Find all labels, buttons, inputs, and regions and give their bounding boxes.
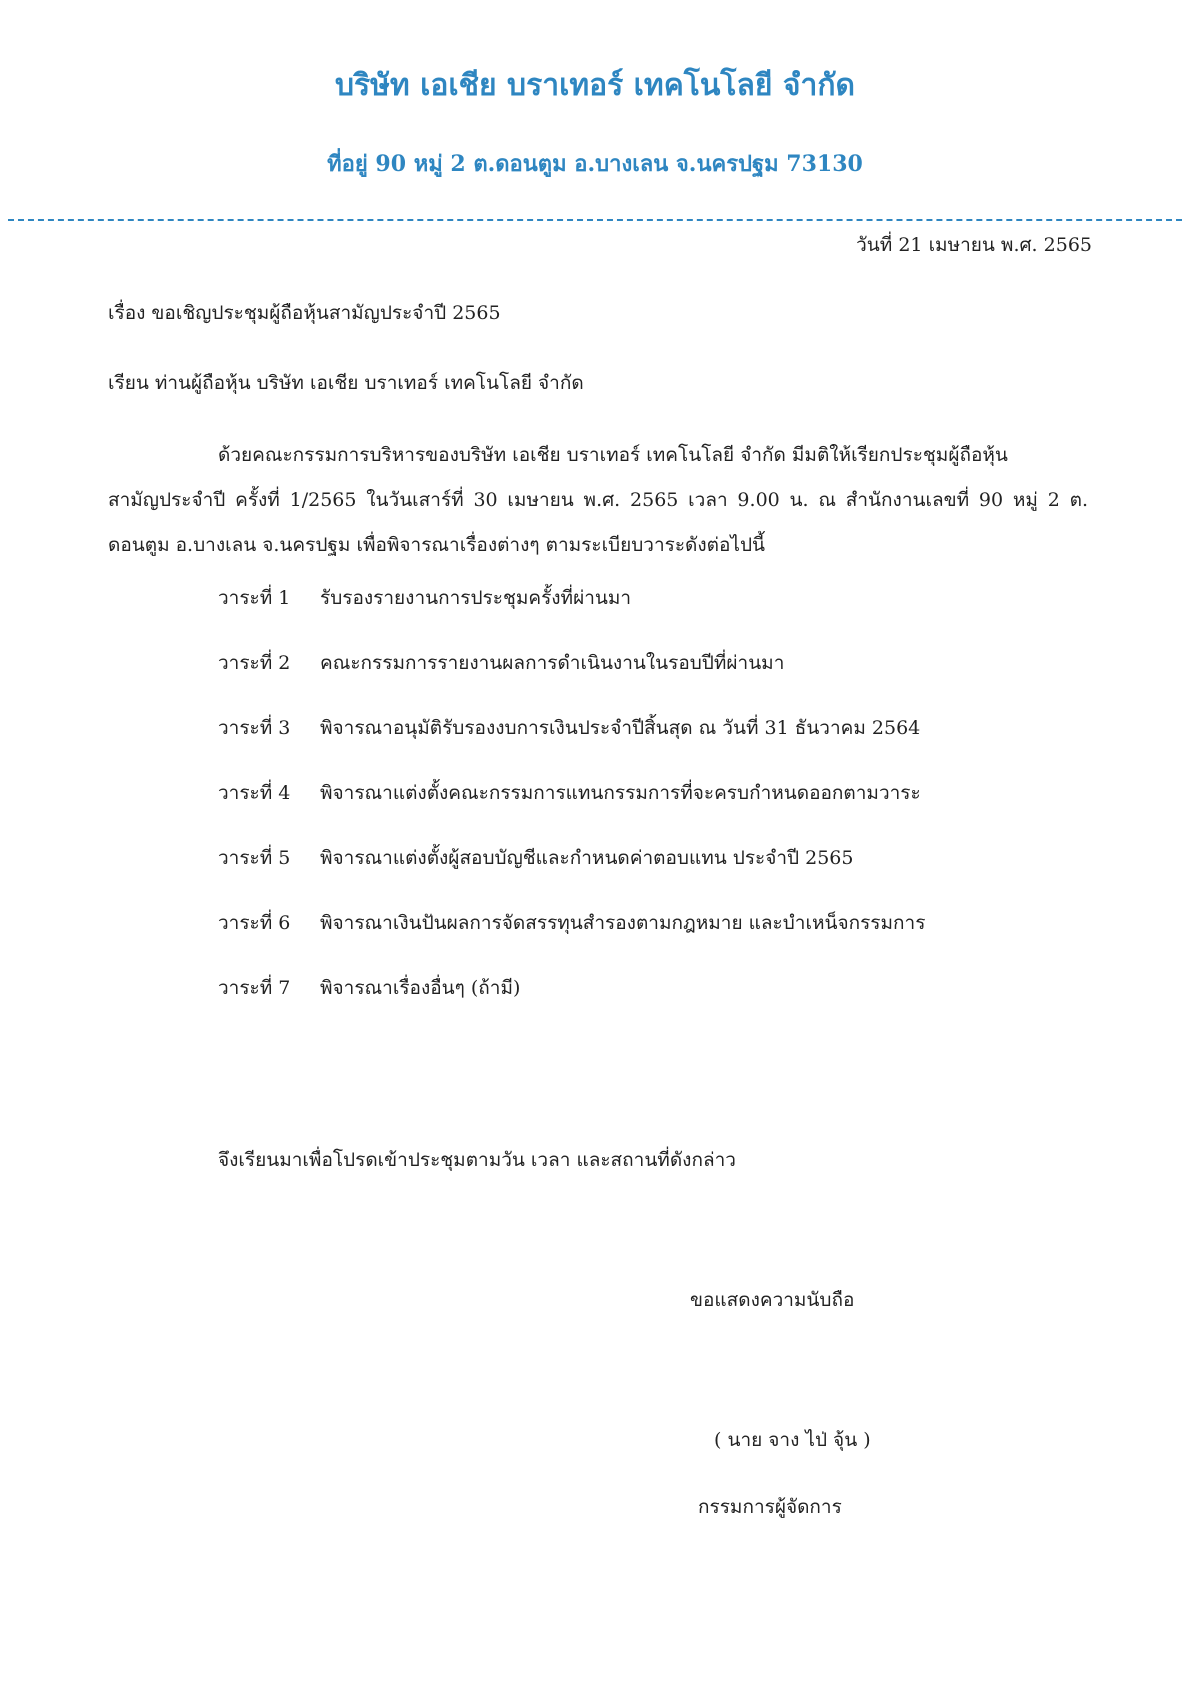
letter-subject: เรื่อง ขอเชิญประชุมผู้ถือหุ้นสามัญประจำปี 2565 xyxy=(108,302,501,324)
agenda-number: วาระที่ 6 xyxy=(218,912,291,934)
body-line: ดอนตูม อ.บางเลน จ.นครปฐม เพื่อพิจารณาเรื่องต่างๆ ตามระเบียบวาระดังต่อไปนี้ xyxy=(108,534,766,556)
agenda-text: รับรองรายงานการประชุมครั้งที่ผ่านมา xyxy=(320,587,632,609)
signer-name: ( นาย จาง ไป่ จุ้น ) xyxy=(714,1429,871,1451)
agenda-number: วาระที่ 5 xyxy=(218,847,291,869)
agenda-number: วาระที่ 4 xyxy=(218,782,291,804)
agenda-number: วาระที่ 2 xyxy=(218,652,291,674)
body-line: ด้วยคณะกรรมการบริหารของบริษัท เอเชีย บราเทอร์ เทคโนโลยี จำกัด มีมติให้เรียกประชุมผู้ถือหุ้น xyxy=(218,444,1008,466)
agenda-number: วาระที่ 3 xyxy=(218,717,291,739)
agenda-item xyxy=(218,781,1038,846)
agenda-text: พิจารณาเงินปันผลการจัดสรรทุนสำรองตามกฎหมาย และบำเหน็จกรรมการ xyxy=(320,912,926,934)
letter-salutation: เรียน ท่านผู้ถือหุ้น บริษัท เอเชีย บราเทอร์ เทคโนโลยี จำกัด xyxy=(108,372,584,394)
agenda-number: วาระที่ 7 xyxy=(218,977,291,999)
agenda-item xyxy=(218,716,1038,781)
signer-position: กรรมการผู้จัดการ xyxy=(698,1496,842,1518)
agenda-text: คณะกรรมการรายงานผลการดำเนินงานในรอบปีที่ผ่านมา xyxy=(320,652,785,674)
agenda-text: พิจารณาแต่งตั้งผู้สอบบัญชีและกำหนดค่าตอบแทน ประจำปี 2565 xyxy=(320,847,854,869)
agenda-text: พิจารณาอนุมัติรับรองงบการเงินประจำปีสิ้นสุด ณ วันที่ 31 ธันวาคม 2564 xyxy=(320,717,921,739)
body-paragraph xyxy=(108,433,1088,568)
agenda-text: พิจารณาแต่งตั้งคณะกรรมการแทนกรรมการที่จะครบกำหนดออกตามวาระ xyxy=(320,782,921,804)
agenda-list xyxy=(218,586,1038,1041)
agenda-item xyxy=(218,586,1038,651)
regards-line: ขอแสดงความนับถือ xyxy=(690,1289,855,1311)
header-divider xyxy=(8,219,1182,221)
company-name: บริษัท เอเชีย บราเทอร์ เทคโนโลยี จำกัด xyxy=(335,68,855,103)
agenda-item xyxy=(218,651,1038,716)
letter-date: วันที่ 21 เมษายน พ.ศ. 2565 xyxy=(856,234,1092,256)
agenda-item xyxy=(218,846,1038,911)
agenda-item xyxy=(218,911,1038,976)
agenda-item xyxy=(218,976,1038,1041)
body-line: สามัญประจำปี ครั้งที่ 1/2565 ในวันเสาร์ที่ 30 เมษายน พ.ศ. 2565 เวลา 9.00 น. ณ สำนักงานเลขที่ 90 หมู่ 2 ต. xyxy=(108,489,1088,511)
agenda-text: พิจารณาเรื่องอื่นๆ (ถ้ามี) xyxy=(320,977,521,999)
company-address: ที่อยู่ 90 หมู่ 2 ต.ดอนตูม อ.บางเลน จ.นครปฐม 73130 xyxy=(327,151,863,177)
closing-line: จึงเรียนมาเพื่อโปรดเข้าประชุมตามวัน เวลา และสถานที่ดังกล่าว xyxy=(218,1149,736,1171)
agenda-number: วาระที่ 1 xyxy=(218,587,291,609)
